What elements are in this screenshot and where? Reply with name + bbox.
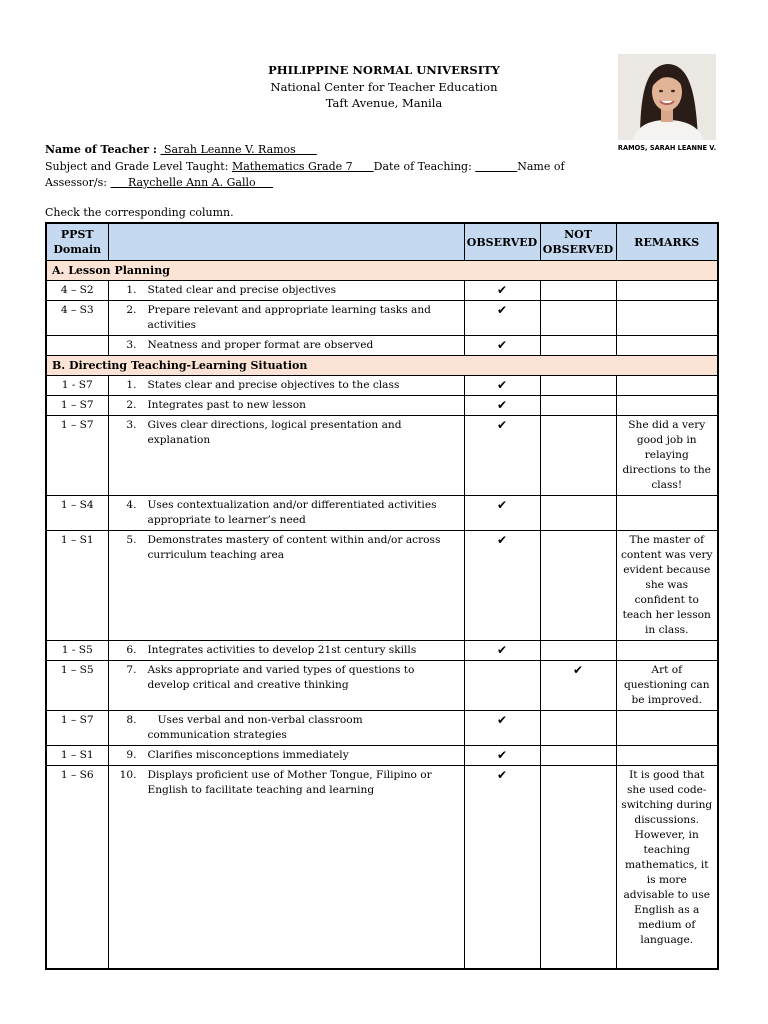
teacher-info: [45, 142, 605, 192]
remarks-cell: [616, 281, 718, 301]
table-row: [46, 281, 718, 301]
table-row: [46, 531, 718, 641]
assessor-value: Raychelle Ann A. Gallo: [110, 176, 274, 189]
indicator-text: Prepare relevant and appropriate learning tasks and activities: [147, 304, 435, 331]
table-row: [46, 376, 718, 396]
not-observed-cell: [540, 531, 616, 641]
indicator-number: 1.: [126, 379, 137, 391]
table-row: [46, 496, 718, 531]
center-name: National Center for Teacher Education: [270, 79, 498, 94]
indicator-text: Uses contextualization and/or differentiated activities appropriate to learner’s need: [147, 499, 440, 526]
not-observed-cell: ✔: [540, 661, 616, 711]
indicator-cell: [108, 376, 464, 396]
table-row: [46, 641, 718, 661]
observed-cell: ✔: [464, 766, 540, 969]
remarks-cell: She did a very good job in relaying directions to the class!: [616, 416, 718, 496]
indicator-number: 1.: [126, 284, 137, 296]
indicator-number: 5.: [126, 534, 137, 546]
indicator-text: Neatness and proper format are observed: [147, 339, 374, 351]
indicator-cell: [108, 531, 464, 641]
indicator-text: Gives clear directions, logical presentation and explanation: [147, 419, 405, 446]
observed-cell: ✔: [464, 396, 540, 416]
observed-cell: ✔: [464, 711, 540, 746]
remarks-cell: [616, 376, 718, 396]
subject-label: Subject and Grade Level Taught:: [45, 159, 229, 173]
header-not-observed: NOT OBSERVED: [540, 223, 616, 261]
subject-line: [45, 159, 605, 176]
instruction-text: Check the corresponding column.: [45, 206, 234, 219]
indicator-cell: [108, 416, 464, 496]
ppst-domain-cell: 1 - S5: [46, 641, 108, 661]
not-observed-cell: [540, 301, 616, 336]
assessor-line: [45, 175, 605, 192]
remarks-cell: [616, 301, 718, 336]
ppst-domain-cell: 1 – S4: [46, 496, 108, 531]
observed-cell: ✔: [464, 416, 540, 496]
not-observed-cell: [540, 416, 616, 496]
table-row: [46, 746, 718, 766]
not-observed-cell: [540, 496, 616, 531]
not-observed-cell: [540, 641, 616, 661]
indicator-text: Integrates activities to develop 21st century skills: [147, 644, 417, 656]
ppst-domain-cell: 4 – S3: [46, 301, 108, 336]
observed-cell: [464, 661, 540, 711]
remarks-cell: [616, 396, 718, 416]
teacher-name-label: Name of Teacher :: [45, 143, 157, 156]
university-address: Taft Avenue, Manila: [325, 96, 443, 110]
indicator-cell: [108, 336, 464, 356]
indicator-cell: [108, 396, 464, 416]
ppst-domain-cell: 1 – S6: [46, 766, 108, 969]
not-observed-cell: [540, 711, 616, 746]
subject-value: Mathematics Grade 7: [231, 159, 374, 173]
indicator-number: 2.: [126, 399, 137, 411]
not-observed-cell: [540, 336, 616, 356]
teacher-photo: [618, 54, 716, 140]
indicator-number: 9.: [126, 749, 137, 761]
ppst-domain-cell: 1 – S7: [46, 396, 108, 416]
photo-caption: RAMOS, SARAH LEANNE V.: [617, 144, 717, 152]
assessor-label-b: Assessor/s:: [45, 176, 107, 189]
indicator-cell: [108, 301, 464, 336]
not-observed-cell: [540, 396, 616, 416]
indicator-cell: [108, 661, 464, 711]
indicator-cell: [108, 281, 464, 301]
ppst-domain-cell: 1 – S5: [46, 661, 108, 711]
date-label: Date of Teaching:: [373, 159, 472, 173]
not-observed-cell: [540, 746, 616, 766]
indicator-text: Demonstrates mastery of content within and/or across curriculum teaching area: [147, 534, 444, 561]
indicator-number: 4.: [126, 499, 137, 511]
remarks-cell: [616, 336, 718, 356]
university-name: PHILIPPINE NORMAL UNIVERSITY: [268, 63, 500, 77]
remarks-cell: [616, 711, 718, 746]
table-row: [46, 416, 718, 496]
indicator-number: 10.: [119, 769, 137, 781]
indicator-text: Integrates past to new lesson: [147, 399, 306, 411]
ppst-domain-cell: 1 – S7: [46, 416, 108, 496]
header-observed: OBSERVED: [464, 223, 540, 261]
table-row: [46, 711, 718, 746]
not-observed-cell: [540, 376, 616, 396]
header-ppst-domain: PPST Domain: [46, 223, 108, 261]
not-observed-cell: [540, 281, 616, 301]
portrait-image: [618, 54, 716, 140]
remarks-cell: [616, 496, 718, 531]
section-row: [46, 356, 718, 376]
indicator-text: Stated clear and precise objectives: [147, 284, 337, 296]
indicator-cell: [108, 711, 464, 746]
table-row: [46, 301, 718, 336]
ppst-domain-cell: [46, 336, 108, 356]
table-header-row: [46, 223, 718, 261]
teacher-name-value: Sarah Leanne V. Ramos: [160, 143, 317, 156]
indicator-number: 2.: [126, 304, 137, 316]
teacher-photo-block: [614, 54, 720, 150]
indicator-number: 8.: [126, 714, 137, 726]
remarks-cell: Art of questioning can be improved.: [616, 661, 718, 711]
remarks-cell: It is good that she used code-switching during discussions. However, in teaching mathematics, it is more advisable to use English as a medium of language.: [616, 766, 718, 969]
section-title: A. Lesson Planning: [46, 261, 718, 281]
teacher-name-line: [45, 142, 605, 159]
observed-cell: ✔: [464, 301, 540, 336]
indicator-cell: [108, 766, 464, 969]
indicator-text: Uses verbal and non-verbal classroom communication strategies: [147, 714, 367, 741]
indicator-number: 3.: [126, 419, 137, 431]
ppst-domain-cell: 1 – S1: [46, 531, 108, 641]
not-observed-cell: [540, 766, 616, 969]
table-row: [46, 766, 718, 969]
indicator-text: Clarifies misconceptions immediately: [147, 749, 349, 761]
assessor-label-a: Name of: [517, 159, 565, 173]
date-value: [475, 160, 517, 173]
remarks-cell: The master of content was very evident because she was confident to teach her lesson in class.: [616, 531, 718, 641]
indicator-cell: [108, 496, 464, 531]
table-body: [46, 261, 718, 969]
table-row: [46, 396, 718, 416]
ppst-domain-cell: 4 – S2: [46, 281, 108, 301]
observed-cell: ✔: [464, 376, 540, 396]
remarks-cell: [616, 641, 718, 661]
indicator-text: Asks appropriate and varied types of questions to develop critical and creative thinking: [147, 664, 418, 691]
observed-cell: ✔: [464, 281, 540, 301]
header-blank: [108, 223, 464, 261]
observed-cell: ✔: [464, 531, 540, 641]
header-remarks: REMARKS: [616, 223, 718, 261]
observed-cell: ✔: [464, 496, 540, 531]
indicator-number: 7.: [126, 664, 137, 676]
indicator-text: Displays proficient use of Mother Tongue, Filipino or English to facilitate teaching and learning: [147, 769, 436, 796]
indicator-number: 3.: [126, 339, 137, 351]
observed-cell: ✔: [464, 641, 540, 661]
indicator-text: States clear and precise objectives to the class: [147, 379, 400, 391]
observed-cell: ✔: [464, 746, 540, 766]
indicator-number: 6.: [126, 644, 137, 656]
observed-cell: ✔: [464, 336, 540, 356]
table-row: [46, 661, 718, 711]
ppst-domain-cell: 1 – S1: [46, 746, 108, 766]
evaluation-table: [45, 222, 719, 970]
table-row: [46, 336, 718, 356]
remarks-cell: [616, 746, 718, 766]
indicator-cell: [108, 746, 464, 766]
section-row: [46, 261, 718, 281]
section-title: B. Directing Teaching-Learning Situation: [46, 356, 718, 376]
ppst-domain-cell: 1 – S7: [46, 711, 108, 746]
indicator-cell: [108, 641, 464, 661]
ppst-domain-cell: 1 - S7: [46, 376, 108, 396]
